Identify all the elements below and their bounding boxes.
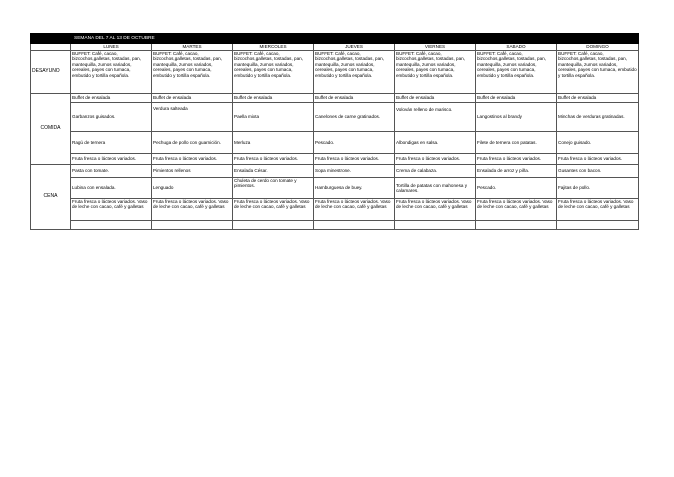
menu-cell: Conejo guisado. (557, 132, 639, 154)
menu-cell: Garbanzos guisados. (71, 103, 152, 132)
menu-cell: Fruta fresca o lácteos variados. (71, 154, 152, 165)
menu-cell: Buffet de ensalada (557, 94, 639, 103)
empty-cell (395, 221, 476, 230)
days-header-row (31, 44, 639, 51)
menu-cell: Fruta fresca o lácteos variados. Vaso de leche con cacao, café y galletas (152, 199, 233, 221)
meal-label-desayuno: DESAYUNO (31, 51, 71, 94)
menu-cell: Fruta fresca o lácteos variados. Vaso de leche con cacao, café y galletas (314, 199, 395, 221)
menu-cell: BUFFET: Café, cacao, bizcochos,galletas, tostadas, pan, mantequilla, zumos variados, cereales, payes con tumaca, embutido y tortilla española. (476, 51, 557, 94)
day-header: MARTES (152, 44, 233, 51)
menu-cell: Chuleta de cerdo con tomate y pimientos. (233, 178, 314, 199)
menu-cell: Fruta fresca o lácteos variados. Vaso de leche con cacao, café y galletas (557, 199, 639, 221)
menu-cell: Fruta fresca o lácteos variados. Vaso de leche con cacao, café y galletas (71, 199, 152, 221)
empty-cell (557, 221, 639, 230)
menu-cell: BUFFET: Café, cacao, bizcochos,galletas, tostadas, pan, mantequilla, zumos variados, cereales, payes con tumaca, embutido y tortilla española. (557, 51, 639, 94)
comida-row (31, 154, 639, 165)
menu-cell: Ensalada César. (233, 165, 314, 178)
empty-cell (314, 221, 395, 230)
menu-cell: Ragú de ternera (71, 132, 152, 154)
menu-cell: Pechuga de pollo con guarnición. (152, 132, 233, 154)
menu-cell: Buffet de ensalada (314, 94, 395, 103)
menu-cell: Tortilla de patatas con mahonesa y calamares. (395, 178, 476, 199)
menu-cell: Minchas de verduras gratinadas. (557, 103, 639, 132)
menu-cell: Merluza (233, 132, 314, 154)
comida-row (31, 103, 639, 132)
menu-cell: Fruta fresca o lácteos variados. (233, 154, 314, 165)
menu-cell: Fruta fresca o lácteos variados. (314, 154, 395, 165)
day-header: DOMINGO (557, 44, 639, 51)
menu-cell: BUFFET: Café, cacao, bizcochos,galletas, tostadas, pan, mantequilla, zumos variados, cereales, payes con tumaca, embutido y tortilla española. (314, 51, 395, 94)
menu-cell: Pescado. (476, 178, 557, 199)
menu-cell: Pasta con tomate. (71, 165, 152, 178)
empty-cell (476, 221, 557, 230)
menu-cell: Buffet de ensalada (233, 94, 314, 103)
menu-cell: Paella mixta (233, 103, 314, 132)
day-header: JUEVES (314, 44, 395, 51)
menu-cell: Volován relleno de marisco. (395, 103, 476, 132)
desayuno-row (31, 51, 639, 94)
menu-cell: Filete de ternera con patatas. (476, 132, 557, 154)
cena-row (31, 199, 639, 221)
title-row (31, 34, 639, 44)
cena-row (31, 178, 639, 199)
menu-cell: Pimientos rellenos (152, 165, 233, 178)
empty-cell (71, 221, 152, 230)
menu-cell: Lenguado (152, 178, 233, 199)
menu-cell: Fruta fresca o lácteos variados. (557, 154, 639, 165)
menu-cell: Buffet de ensalada (395, 94, 476, 103)
meal-label-cena: CENA (31, 165, 71, 230)
menu-cell: Ensalada de arroz y piña. (476, 165, 557, 178)
menu-cell: Fruta fresca o lácteos variados. Vaso de leche con cacao, café y galletas (233, 199, 314, 221)
menu-cell: Buffet de ensalada (71, 94, 152, 103)
menu-cell: Verdura salteada (152, 103, 233, 132)
cena-row (31, 165, 639, 178)
menu-cell: Gusantes con bacon. (557, 165, 639, 178)
comida-row (31, 94, 639, 103)
menu-cell: Lubina con ensalada. (71, 178, 152, 199)
menu-cell: Buffet de ensalada (476, 94, 557, 103)
empty-cell (233, 221, 314, 230)
day-header: MIERCOLES (233, 44, 314, 51)
menu-cell: Fruta fresca o lácteos variados. (152, 154, 233, 165)
menu-cell: BUFFET: Café, cacao, bizcochos,galletas, tostadas, pan, mantequilla, zumos variados, cereales, payes con tumaca, embutido y tortilla española. (152, 51, 233, 94)
menu-cell: BUFFET: Café, cacao, bizcochos,galletas, tostadas, pan, mantequilla, zumos variados, cereales, payes con tumaca, embutido y tortilla española. (233, 51, 314, 94)
empty-cell (152, 221, 233, 230)
menu-cell: Crema de calabaza. (395, 165, 476, 178)
day-header: SABADO (476, 44, 557, 51)
menu-cell: Pescado. (314, 132, 395, 154)
menu-cell: Hamburguesa de buey. (314, 178, 395, 199)
day-header: VIERNES (395, 44, 476, 51)
menu-cell: Fruta fresca o lácteos variados. Vaso de leche con cacao, café y galletas (395, 199, 476, 221)
menu-cell: BUFFET: Café, cacao, bizcochos,galletas, tostadas, pan, mantequilla, zumos variados, cereales, payes con tumaca, embutido y tortilla española. (395, 51, 476, 94)
menu-cell: Albondigas en salsa. (395, 132, 476, 154)
menu-cell: Fajitas de pollo. (557, 178, 639, 199)
menu-cell: Langostinos al brandy (476, 103, 557, 132)
menu-table (30, 33, 639, 230)
cena-row-empty (31, 221, 639, 230)
menu-cell: Fruta fresca o lácteos variados. (476, 154, 557, 165)
menu-cell: Buffet de ensalada (152, 94, 233, 103)
menu-cell: Sopa minestrone. (314, 165, 395, 178)
menu-cell: Canelones de carne gratinados. (314, 103, 395, 132)
meal-label-comida: COMIDA (31, 94, 71, 165)
menu-cell: Fruta fresca o lácteos variados. (395, 154, 476, 165)
day-header: LUNES (71, 44, 152, 51)
menu-cell: BUFFET: Café, cacao, bizcochos,galletas, tostadas, pan, mantequilla, zumos variados, cereales, payes con tumaca, embutido y tortilla española. (71, 51, 152, 94)
comida-row (31, 132, 639, 154)
week-title: SEMANA DEL 7 AL 13 DE OCTUBRE (71, 34, 639, 44)
menu-cell: Fruta fresca o lácteos variados. Vaso de leche con cacao, café y galletas (476, 199, 557, 221)
